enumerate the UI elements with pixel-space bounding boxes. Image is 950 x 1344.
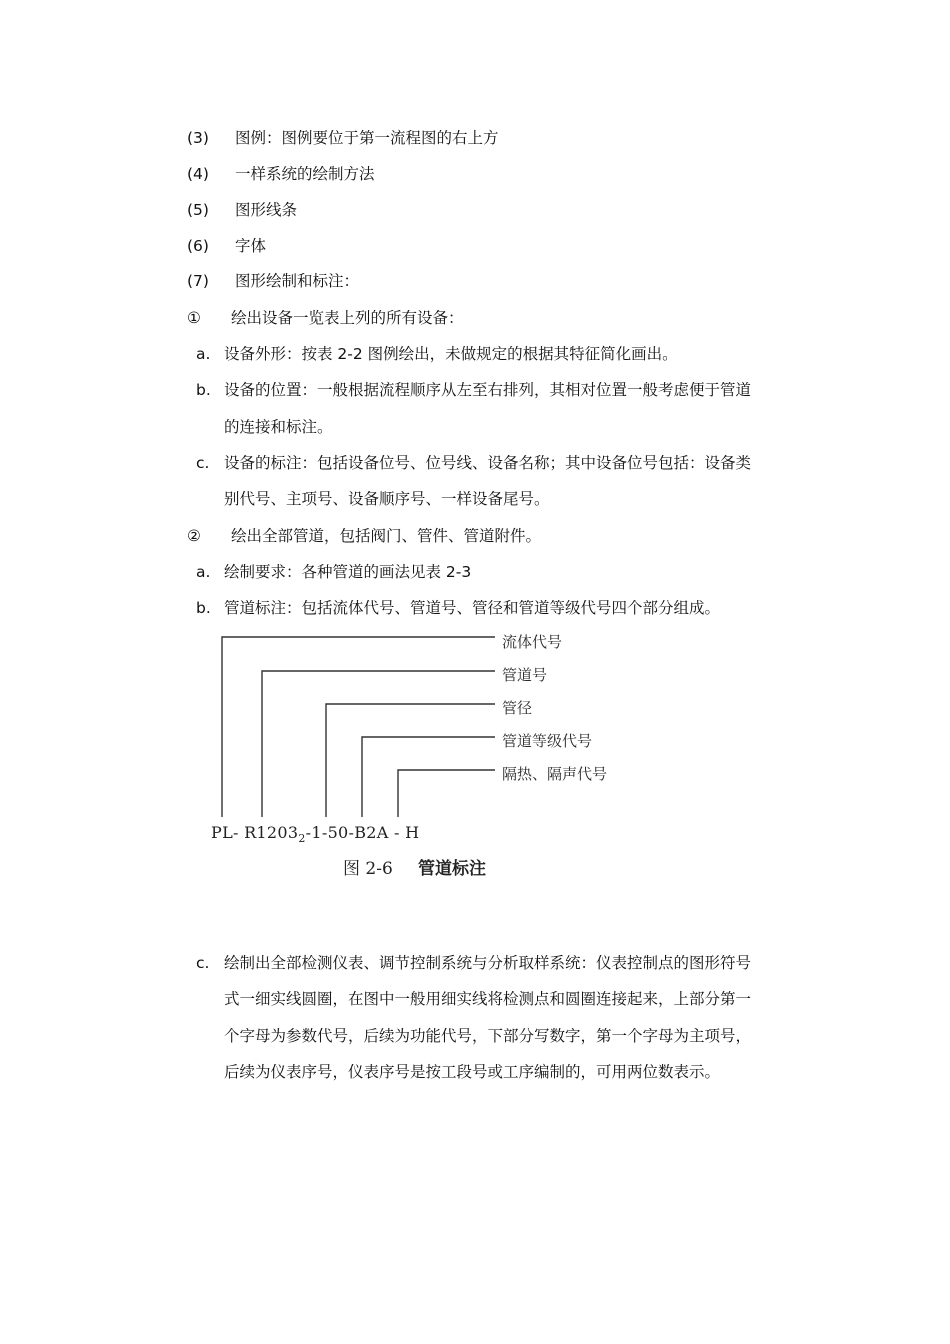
item-text: 图形绘制和标注： (235, 272, 360, 290)
pipe-labeling-figure (200, 625, 650, 887)
pipe-code (211, 823, 419, 845)
item-text: 绘制要求：各种管道的画法见表 2-3 (224, 563, 472, 581)
leader-line-pipe-number (262, 671, 495, 817)
item-text: 字体 (235, 237, 267, 255)
figure-caption-title: 管道标注 (418, 859, 486, 879)
item-text: 一样系统的绘制方法 (235, 165, 375, 183)
item-marker: (6) (187, 237, 209, 255)
leader-line-pipe-diameter (326, 704, 495, 817)
item-text: 设备外形：按表 2-2 图例绘出，未做规定的根据其特征简化画出。 (224, 345, 678, 363)
item-text: 绘出设备一览表上列的所有设备： (231, 309, 464, 327)
item-marker: (5) (187, 201, 209, 219)
item-text: 管道标注：包括流体代号、管道号、管径和管道等级代号四个部分组成。 (224, 599, 721, 617)
label-fluid-code: 流体代号 (502, 633, 563, 651)
label-insulation: 隔热、隔声代号 (502, 765, 608, 783)
pipe-code-main: PL- R1203 (211, 823, 299, 842)
item-marker: a. (196, 563, 211, 581)
item-marker: (3) (187, 129, 209, 147)
figure-caption-number: 图 2-6 (343, 859, 393, 879)
item-marker: (4) (187, 165, 209, 183)
item-text: 绘出全部管道，包括阀门、管件、管道附件。 (231, 527, 542, 545)
item-marker: c. (196, 954, 210, 972)
label-pipe-number: 管道号 (502, 666, 548, 684)
leader-line-insulation (398, 770, 495, 817)
paragraph-line: 绘制出全部检测仪表、调节控制系统与分析取样系统：仪表控制点的图形符号 (224, 954, 752, 972)
item-marker: ① (187, 309, 201, 327)
item-text: 图例：图例要位于第一流程图的右上方 (235, 129, 499, 147)
label-pipe-diameter: 管径 (502, 699, 533, 717)
item-text: 设备的位置：一般根据流程顺序从左至右排列，其相对位置一般考虑便于管道 (224, 381, 752, 399)
item-marker: b. (196, 599, 211, 617)
item-text: 设备的标注：包括设备位号、位号线、设备名称；其中设备位号包括：设备类 (224, 454, 752, 472)
leader-line-pipe-class (362, 737, 495, 817)
item-text-continued: 的连接和标注。 (224, 418, 333, 436)
pipe-code-subscript: 2 (298, 832, 306, 845)
item-text-continued: 别代号、主项号、设备顺序号、一样设备尾号。 (224, 490, 550, 508)
item-marker: c. (196, 454, 210, 472)
leader-lines (222, 637, 495, 817)
pipe-code-rest: -1-50-B2A - H (305, 823, 420, 842)
paragraph-line: 个字母为参数代号，后续为功能代号，下部分写数字，第一个字母为主项号， (224, 1027, 752, 1045)
leader-line-fluid-code (222, 637, 495, 817)
label-pipe-class: 管道等级代号 (502, 732, 593, 750)
item-marker: a. (196, 345, 211, 363)
paragraph-line: 后续为仪表序号，仪表序号是按工段号或工序编制的，可用两位数表示。 (224, 1063, 721, 1081)
item-marker: b. (196, 381, 211, 399)
paragraph-line: 式一细实线圆圈，在图中一般用细实线将检测点和圆圈连接起来，上部分第一 (224, 990, 752, 1008)
item-text: 图形线条 (235, 201, 298, 219)
item-marker: ② (187, 527, 201, 545)
item-marker: (7) (187, 272, 209, 290)
